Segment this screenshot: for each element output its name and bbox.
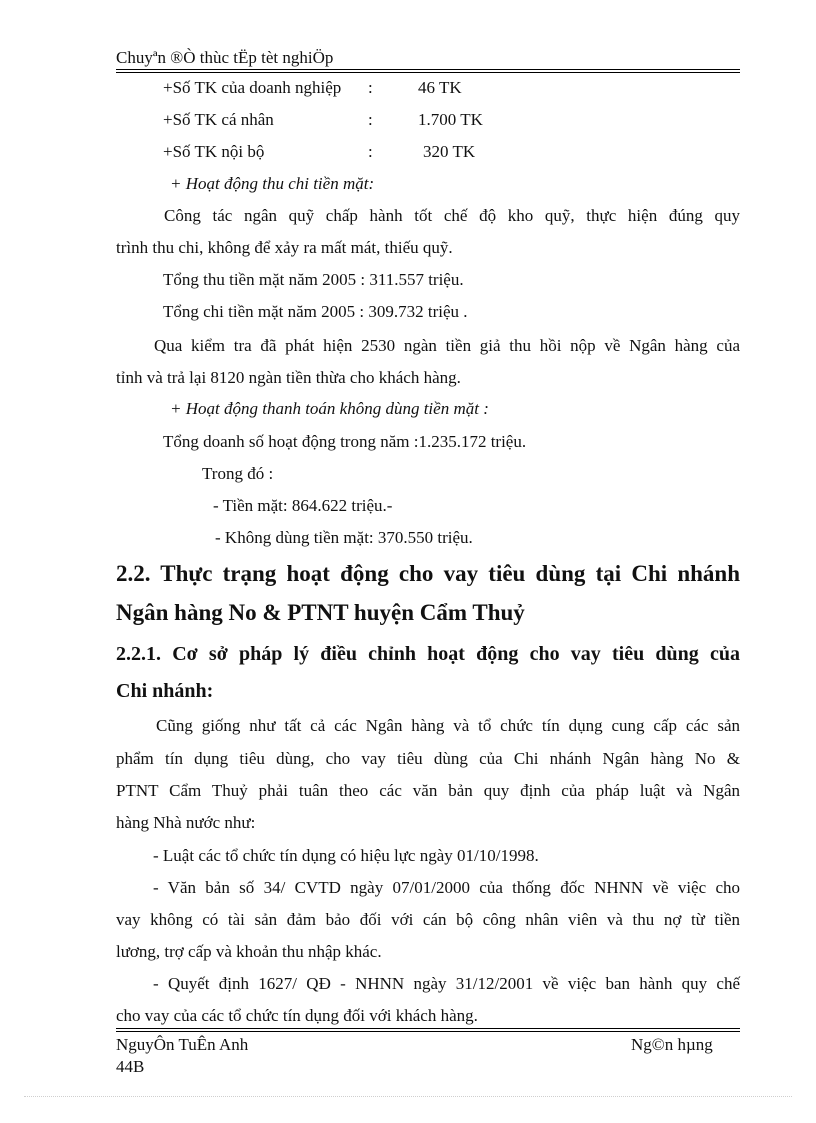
basis-paragraph-line-2: phẩm tín dụng tiêu dùng, cho vay tiêu dùng của Chi nhánh Ngân hàng No &: [116, 749, 740, 768]
basis-paragraph-line-4: hàng Nhà nước như:: [116, 813, 256, 832]
account-row-internal-label: +Số TK nội bộ: [163, 142, 265, 161]
page-header: Chuyªn ®Ò thùc tËp tèt nghiÖp: [116, 48, 334, 67]
law-item-3-line-1: - Quyết định 1627/ QĐ - NHNN ngày 31/12/2001 về việc ban hành quy chế: [153, 974, 740, 993]
header-rule: [116, 69, 740, 70]
law-item-2-line-2: vay không có tài sản đảm bảo đối với cán bộ công nhân viên và thu nợ từ tiền: [116, 910, 740, 929]
cash-paragraph-line-2: trình thu chi, không để xảy ra mất mát, thiếu quỹ.: [116, 238, 453, 257]
section-2-2-title-line-2: Ngân hàng No & PTNT huyện Cẩm Thuỷ: [116, 600, 525, 625]
law-item-1: - Luật các tổ chức tín dụng có hiệu lực ngày 01/10/1998.: [153, 846, 539, 865]
cash-expense: Tổng chi tiền mặt năm 2005 : 309.732 triệu .: [163, 302, 468, 321]
account-row-business-colon: :: [368, 78, 373, 97]
account-row-business-label: +Số TK của doanh nghiệp: [163, 78, 342, 97]
header-rule-2: [116, 72, 740, 73]
law-item-2-line-1: - Văn bản số 34/ CVTD ngày 07/01/2000 của thống đốc NHNN về việc cho: [153, 878, 740, 897]
basis-paragraph-line-3: PTNT Cẩm Thuỷ phải tuân theo các văn bản quy định của pháp luật và Ngân: [116, 781, 740, 800]
noncash-including: Trong đó :: [202, 464, 274, 483]
account-row-internal-value: 320 TK: [423, 142, 476, 161]
cash-heading: + Hoạt động thu chi tiền mặt:: [170, 174, 375, 193]
counterfeit-line-1: Qua kiểm tra đã phát hiện 2530 ngàn tiền giả thu hồi nộp về Ngân hàng của: [154, 336, 740, 355]
page-bottom-divider: [24, 1096, 792, 1097]
law-item-3-line-2: cho vay của các tổ chức tín dụng đối với khách hàng.: [116, 1006, 478, 1025]
noncash-cash-item: - Tiền mặt: 864.622 triệu.-: [213, 496, 393, 515]
footer-author: NguyÔn TuÊn Anh: [116, 1035, 249, 1054]
noncash-heading: + Hoạt động thanh toán không dùng tiền mặt :: [170, 399, 489, 418]
section-2-2-title-line-1: 2.2. Thực trạng hoạt động cho vay tiêu dùng tại Chi nhánh: [116, 561, 740, 586]
footer-rule: [116, 1028, 740, 1029]
account-row-business-value: 46 TK: [418, 78, 462, 97]
section-2-2-1-title-line-1: 2.2.1. Cơ sở pháp lý điều chỉnh hoạt động cho vay tiêu dùng của: [116, 643, 740, 665]
cash-paragraph-line-1: Công tác ngân quỹ chấp hành tốt chế độ kho quỹ, thực hiện đúng quy: [164, 206, 740, 225]
account-row-personal-colon: :: [368, 110, 373, 129]
account-row-personal-value: 1.700 TK: [418, 110, 483, 129]
cash-income: Tổng thu tiền mặt năm 2005 : 311.557 triệu.: [163, 270, 464, 289]
footer-class: 44B: [116, 1057, 145, 1076]
footer-right-label: Ng©n hµng: [631, 1035, 713, 1054]
section-2-2-1-title-line-2: Chi nhánh:: [116, 680, 214, 702]
footer-rule-2: [116, 1031, 740, 1032]
noncash-noncash-item: - Không dùng tiền mặt: 370.550 triệu.: [215, 528, 473, 547]
basis-paragraph-line-1: Cũng giống như tất cả các Ngân hàng và tổ chức tín dụng cung cấp các sản: [156, 716, 740, 735]
counterfeit-line-2: tỉnh và trả lại 8120 ngàn tiền thừa cho khách hàng.: [116, 368, 461, 387]
law-item-2-line-3: lương, trợ cấp và khoản thu nhập khác.: [116, 942, 382, 961]
account-row-internal-colon: :: [368, 142, 373, 161]
noncash-total: Tổng doanh số hoạt động trong năm :1.235.172 triệu.: [163, 432, 527, 451]
account-row-personal-label: +Số TK cá nhân: [163, 110, 274, 129]
